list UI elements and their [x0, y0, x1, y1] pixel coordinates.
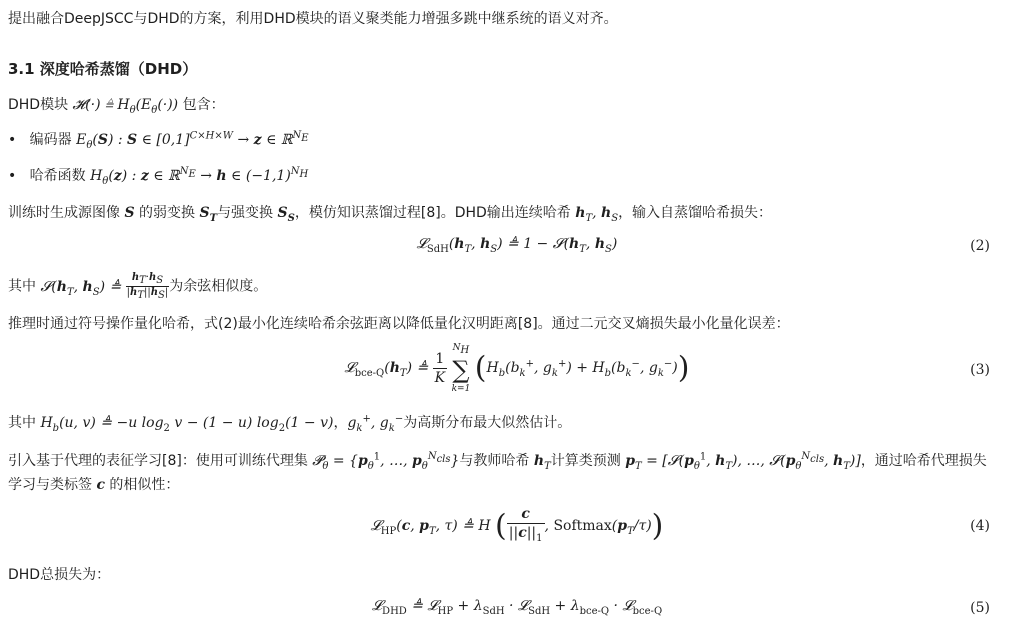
class-pred-formula: $p_T$ = [$𝓢(p_\theta^1$, $h_T$), …, $𝓢(p_\theta^{N_{cls}}$, $h_T$)] — [625, 451, 861, 472]
proxy-text-f: 的相似性： — [104, 477, 180, 493]
total-loss-text: DHD总损失为： — [8, 567, 111, 583]
training-paragraph — [8, 202, 772, 224]
equation-4-body: 𝓛$_{HP}$(c, $p_T$, τ) ≜ H ( $\frac{c}{||c||_1}$ , $Softmax(p_T/\tau)$) — [370, 506, 664, 544]
bullet-encoder-formula: $E_\theta(S)$ : S ∈ $[0,1]^{C\times H\times W} \to z$ ∈ ℝ$^{N_E}$ — [76, 130, 309, 151]
proxy-paragraph-line-2 — [8, 474, 179, 494]
proxy-paragraph-line-1 — [8, 450, 987, 472]
gauss-prefix: 其中 — [8, 415, 41, 431]
proxy-text-d: ，通过哈希代理损失 — [860, 453, 987, 469]
cosine-prefix: 其中 — [8, 278, 41, 295]
cosine-suffix: 为余弦相似度。 — [169, 278, 268, 295]
proxy-text-e: 学习与类标签 — [8, 477, 97, 493]
equation-4-number: (4) — [970, 518, 990, 534]
bullet-hash-formula: $H_\theta(z)$ : z ∈ ℝ$^{N_E}$ → h ∈ $(-1,1)^{N_H}$ — [90, 166, 309, 187]
training-text-1: 训练时生成源图像 — [8, 205, 125, 221]
training-text-5: ，输入自蒸馏哈希损失： — [618, 205, 773, 221]
dhd-module-line — [8, 94, 225, 116]
math-hT-hS: $h_T$, $h_S$ — [575, 205, 619, 224]
training-text-2: 的弱变换 — [134, 205, 200, 221]
equation-2-body: $𝓛_{SdH}(h_T$, $h_S$) ≜ $1 - 𝓢(h_T$, $h_S$) — [416, 236, 618, 255]
cosine-line — [8, 272, 267, 301]
equation-3-body: $𝓛_{bce-Q}(h_T)$ ≜ $\frac{1}{K}$ $N_H$ ∑ k=1 ($H_b(b_k^+$, $g_k^+) + H_b(b_k^-$, $g_k^-$)) — [344, 343, 690, 394]
section-heading: 3.1 深度哈希蒸馏（DHD） — [8, 60, 198, 78]
equation-3-number: (3) — [970, 362, 990, 378]
math-SS: $S_S$ — [277, 205, 295, 224]
dhd-module-prefix: DHD模块 — [8, 97, 73, 113]
gauss-formula-1: $H_b(u$, v) ≜ −u $\log_2 v - (1 - u) \log_2(1 - v)$ — [40, 415, 334, 434]
gauss-formula-2: $g_k^+$, $g_k^-$ — [347, 413, 404, 434]
equation-5 — [0, 598, 1034, 617]
equation-5-number: (5) — [970, 600, 990, 616]
gauss-mid: ， — [333, 415, 348, 431]
gauss-line — [8, 412, 571, 434]
proxy-text-b: 与教师哈希 — [459, 453, 534, 469]
dhd-module-formula: 𝓗(·) ≜ $H_\theta(E_\theta(\cdot))$ — [72, 97, 179, 116]
proxy-text-a: 引入基于代理的表征学习[8]：使用可训练代理集 — [8, 453, 313, 469]
gauss-suffix: 为高斯分布最大似然估计。 — [403, 415, 572, 431]
bullet-dot: • — [8, 168, 26, 184]
training-text-4: ，模仿知识蒸馏过程[8]。DHD输出连续哈希 — [294, 205, 576, 221]
training-text-3: 与强变换 — [217, 205, 278, 221]
bullet-encoder-label: 编码器 — [29, 132, 77, 148]
bullet-hash-label: 哈希函数 — [29, 168, 91, 184]
teacher-hash-formula: $h_T$ — [533, 453, 551, 472]
intro-text: 提出融合DeepJSCC与DHD的方案，利用DHD模块的语义聚类能力增强多跳中继系统的语义对齐。 — [8, 11, 618, 27]
equation-5-body: 𝓛$_{DHD}$ ≜ 𝓛$_{HP}$ + $\lambda_{SdH}$ · 𝓛$_{SdH}$ + $\lambda_{bce-Q}$ · 𝓛$_{bce-Q}$ — [371, 598, 663, 617]
bullet-dot: • — [8, 132, 26, 148]
inference-paragraph: 推理时通过符号操作量化哈希，式(2)最小化连续哈希余弦距离以降低量化汉明距离[8]。通过二元交叉熵损失最小化量化误差： — [8, 316, 790, 332]
cosine-formula: $𝓢(h_T$, $h_S$) ≜ $\frac{h_T\cdot h_S}{|h_T||h_S|}$ — [40, 272, 169, 301]
equation-2-number: (2) — [970, 238, 990, 254]
bullet-hash — [8, 165, 308, 187]
class-label-c: c — [96, 477, 105, 493]
math-ST: $S_T$ — [199, 205, 218, 224]
equation-2 — [0, 236, 1034, 255]
proxy-text-c: 计算类预测 — [550, 453, 626, 469]
equation-3 — [0, 342, 1034, 395]
proxy-set-formula: 𝓟$_\theta$ = {$p_\theta^1$, …, $p_\theta^{N_{cls}}$} — [312, 451, 460, 472]
math-S: S — [124, 205, 135, 221]
dhd-module-suffix: 包含： — [182, 97, 225, 113]
bullet-encoder — [8, 129, 309, 151]
equation-4 — [0, 505, 1034, 548]
